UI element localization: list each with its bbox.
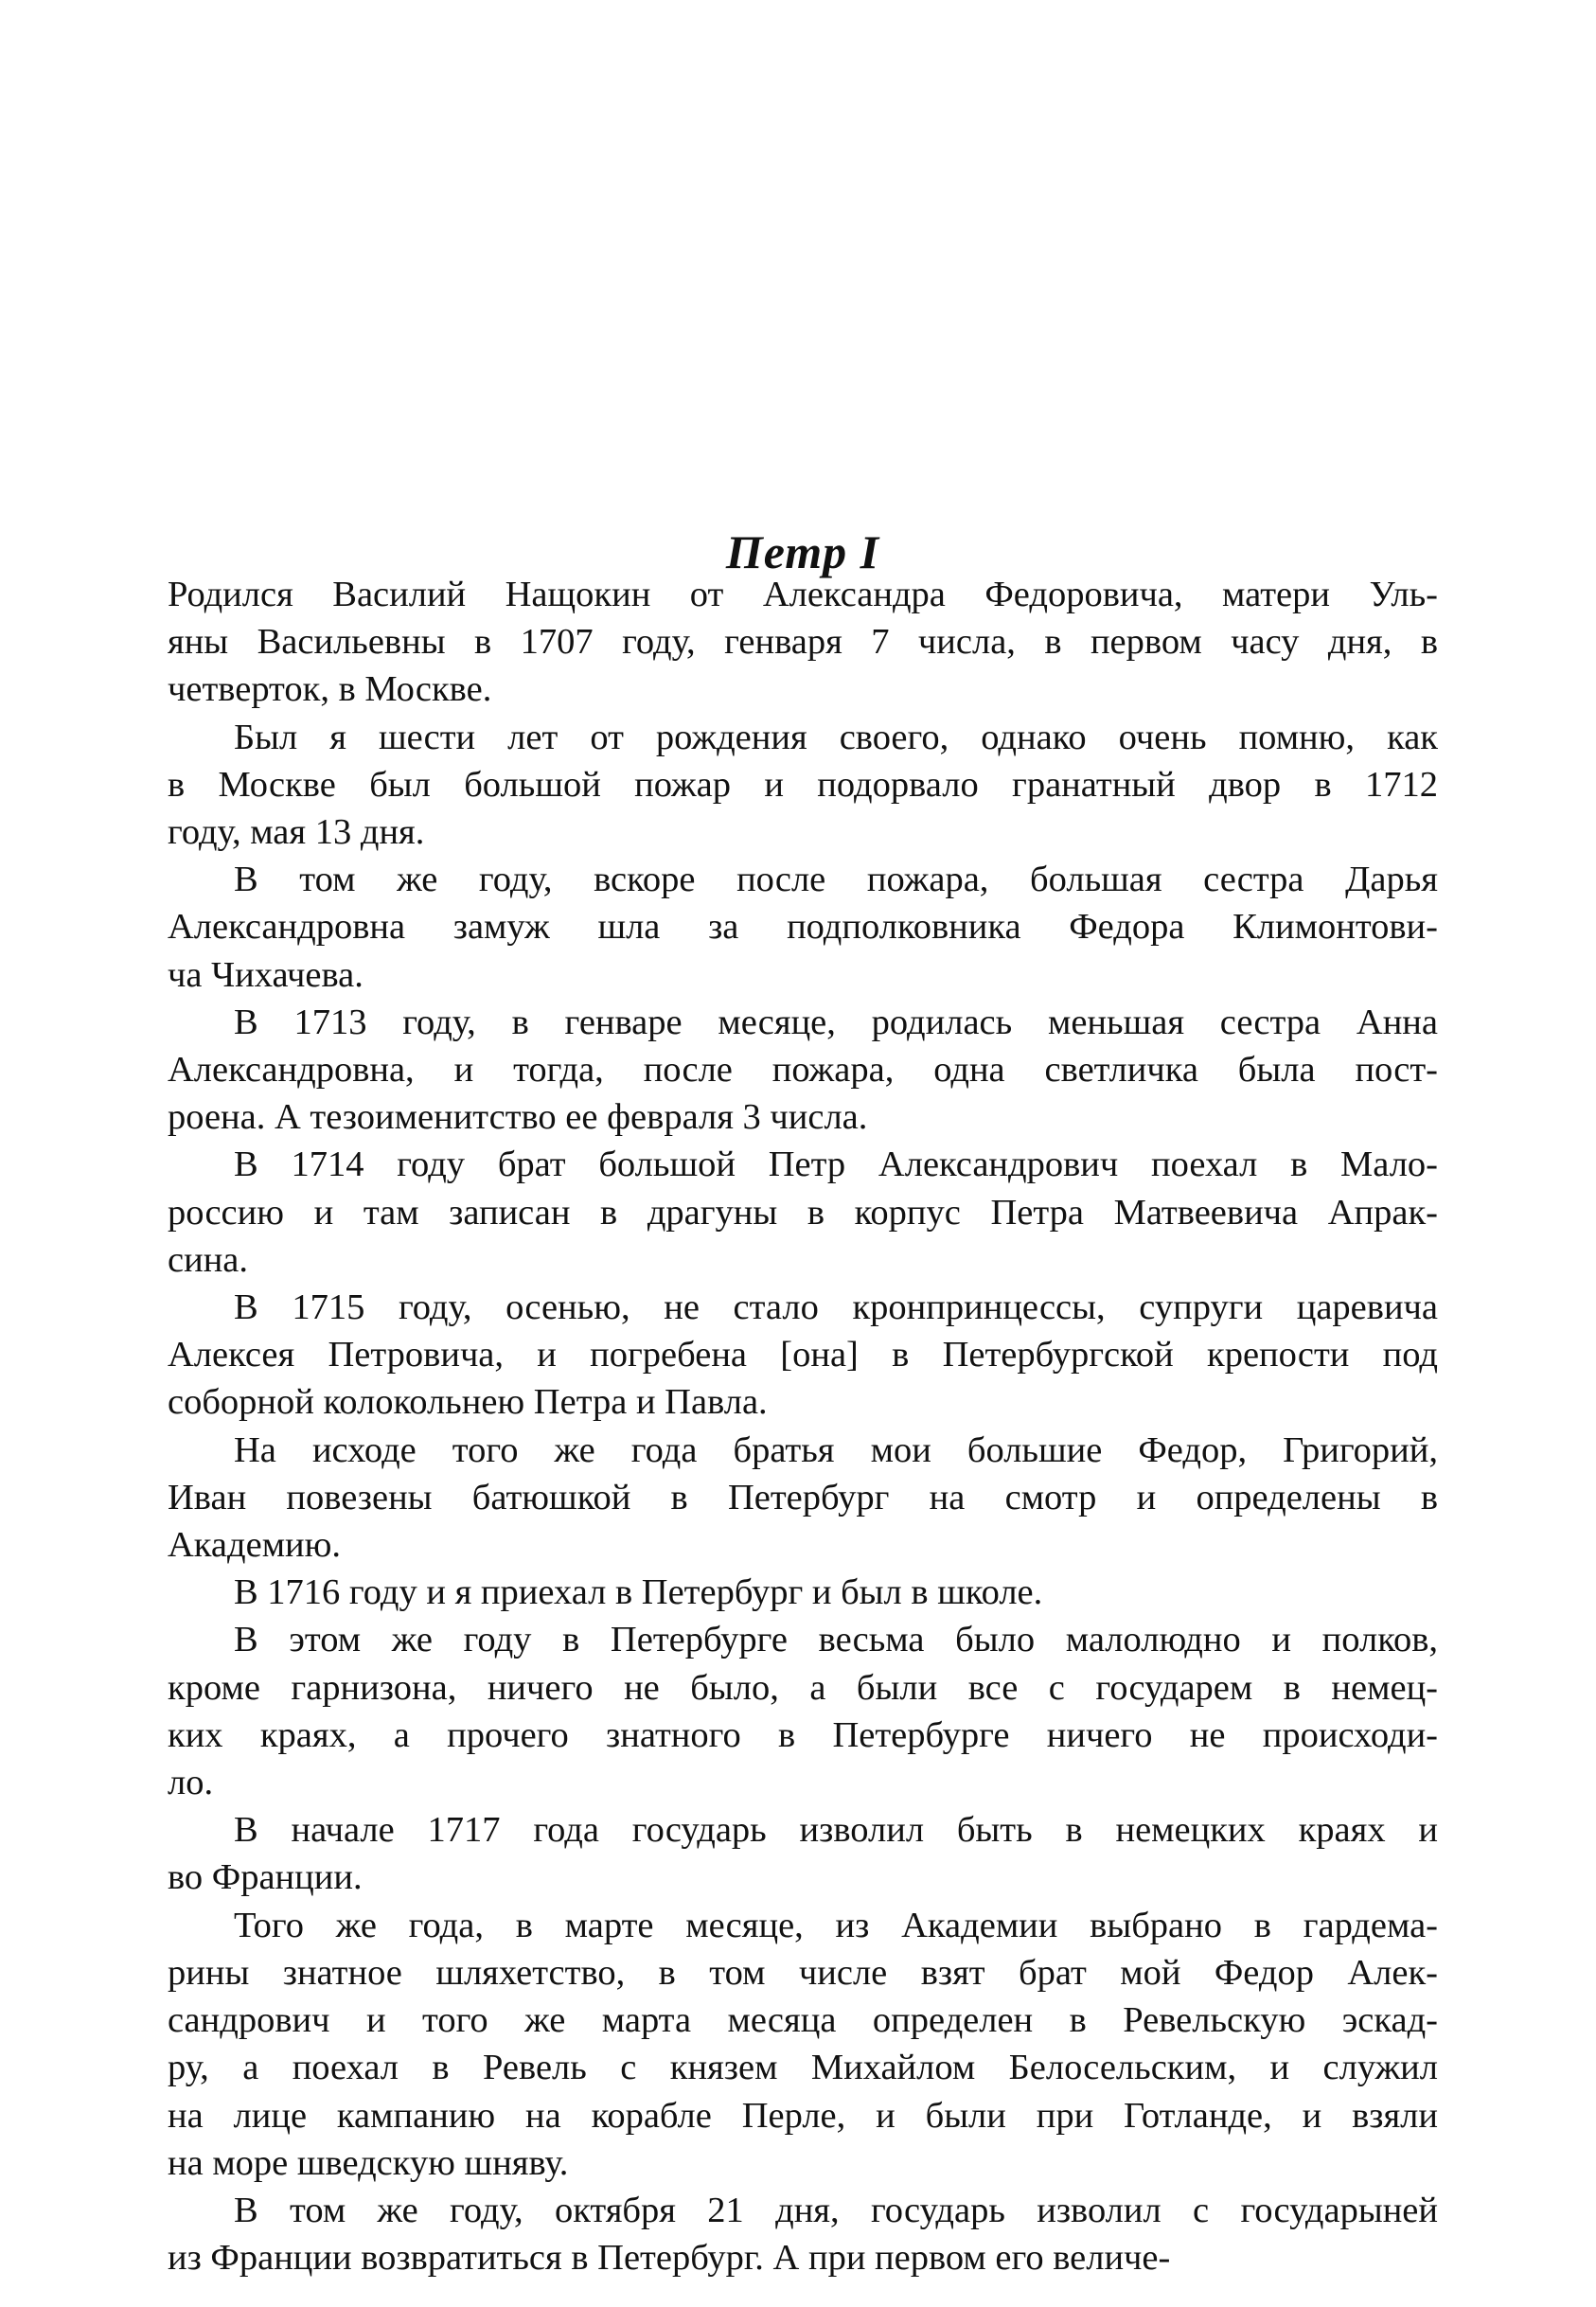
paragraph — [168, 856, 1438, 999]
text-line: ло. — [168, 1763, 214, 1803]
text-line: ких краях, а прочего знатного в Петербурге ничего не происходи- — [168, 1714, 1438, 1755]
text-line: роена. А тезоименитство ее февраля 3 числа. — [168, 1097, 868, 1138]
text-line: В 1716 году и я приехал в Петербург и был в школе. — [234, 1572, 1043, 1613]
text-line: сина. — [168, 1239, 249, 1280]
paragraph — [168, 571, 1438, 714]
text-line: Александровна замуж шла за подполковника Федора Климонтови- — [168, 907, 1438, 948]
text-line: соборной колокольнею Петра и Павла. — [168, 1382, 768, 1423]
text-line: Того же года, в марте месяце, из Академии выбрано в гардема- — [234, 1905, 1438, 1945]
text-line: яны Васильевны в 1707 году, генваря 7 числа, в первом часу дня, в — [168, 622, 1438, 663]
paragraph — [168, 1141, 1438, 1284]
text-line: В 1713 году, в генваре месяце, родилась меньшая сестра Анна — [234, 1002, 1438, 1042]
text-line: на лице кампанию на корабле Перле, и были при Готланде, и взяли — [168, 2095, 1438, 2136]
paragraph — [168, 1284, 1438, 1427]
text-line: году, мая 13 дня. — [168, 812, 425, 853]
text-line: Алексея Петровича, и погребена [она] в Петербургской крепости под — [168, 1335, 1438, 1375]
paragraph — [168, 999, 1438, 1142]
text-line: в Москве был большой пожар и подорвало гранатный двор в 1712 — [168, 764, 1438, 805]
paragraph — [168, 1902, 1438, 2187]
text-line: во Франции. — [168, 1857, 363, 1898]
text-line: В том же году, вскоре после пожара, большая сестра Дарья — [234, 860, 1438, 900]
book-page — [168, 0, 1438, 2307]
text-line: Академию. — [168, 1525, 342, 1566]
paragraph — [168, 1616, 1438, 1806]
text-line: кроме гарнизона, ничего не было, а были все с государем в немец- — [168, 1667, 1438, 1708]
text-line: ру, а поехал в Ревель с князем Михайлом Белосельским, и служил — [168, 2048, 1438, 2088]
text-line: В 1715 году, осенью, не стало кронпринцессы, супруги царевича — [234, 1287, 1438, 1328]
body-text — [168, 571, 1438, 2281]
paragraph — [168, 714, 1438, 857]
paragraph — [168, 1427, 1438, 1570]
paragraph — [168, 1569, 1438, 1616]
text-line: четверток, в Москве. — [168, 669, 492, 710]
text-line: рины знатное шляхетство, в том числе взят брат мой Федор Алек- — [168, 1952, 1438, 1993]
text-line: На исходе того же года братья мои большие Федор, Григорий, — [234, 1429, 1438, 1470]
text-line: В том же году, октября 21 дня, государь изволил с государыней — [234, 2190, 1438, 2230]
text-line: В этом же году в Петербурге весьма было малолюдно и полков, — [234, 1620, 1438, 1660]
text-line: Родился Василий Нащокин от Александра Федоровича, матери Уль- — [168, 575, 1438, 614]
text-line: В начале 1717 года государь изволил быть в немецких краях и — [234, 1810, 1438, 1851]
text-line: Александровна, и тогда, после пожара, одна светличка была пост- — [168, 1050, 1438, 1091]
text-line: из Франции возвратиться в Петербург. А при первом его величе- — [168, 2238, 1171, 2279]
text-line: сандрович и того же марта месяца определен в Ревельскую эскад- — [168, 2000, 1438, 2041]
paragraph — [168, 1806, 1438, 1901]
text-line: Иван повезены батюшкой в Петербург на смотр и определены в — [168, 1477, 1438, 1517]
text-line: на море шведскую шняву. — [168, 2142, 569, 2183]
text-line: В 1714 году брат большой Петр Александрович поехал в Мало- — [234, 1145, 1438, 1185]
paragraph — [168, 2187, 1438, 2281]
text-line: россию и там записан в драгуны в корпус Петра Матвеевича Апрак- — [168, 1192, 1438, 1233]
chapter-title: Петр I — [725, 524, 880, 578]
text-line: Был я шести лет от рождения своего, однако очень помню, как — [234, 717, 1438, 757]
text-line: ча Чихачева. — [168, 954, 364, 995]
